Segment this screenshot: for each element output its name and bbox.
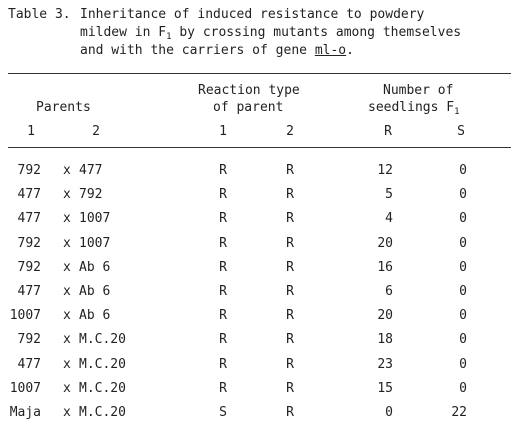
cell-count-R: 15 — [377, 381, 393, 396]
cell-parent-2: 1007 — [79, 236, 111, 251]
cell-reaction-2: R — [286, 381, 294, 396]
cell-cross: x — [63, 332, 71, 347]
header-parents: Parents — [36, 100, 91, 115]
cell-cross: x — [63, 163, 71, 178]
cell-reaction-2: R — [286, 357, 294, 372]
header-reaction-line-2: of parent — [213, 100, 284, 115]
caption-line-2-text-end: by crossing mutants among themselves — [171, 25, 462, 40]
cell-cross: x — [63, 284, 71, 299]
cell-count-R: 23 — [377, 357, 393, 372]
caption-line-3-period: . — [346, 43, 354, 58]
header-count-S: S — [457, 124, 465, 139]
cell-cross: x — [63, 260, 71, 275]
header-number-line-2 — [368, 101, 460, 117]
cell-parent-1: 477 — [17, 284, 41, 299]
cell-count-R: 18 — [377, 332, 393, 347]
cell-reaction-2: R — [286, 187, 294, 202]
header-reaction-1: 1 — [219, 124, 227, 139]
cell-count-R: 4 — [385, 211, 393, 226]
cell-count-S: 22 — [451, 405, 467, 420]
cell-count-S: 0 — [459, 284, 467, 299]
cell-reaction-2: R — [286, 284, 294, 299]
cell-cross: x — [63, 308, 71, 323]
cell-reaction-1: R — [219, 308, 227, 323]
header-number-line-1: Number of — [383, 83, 454, 98]
cell-count-S: 0 — [459, 211, 467, 226]
cell-count-S: 0 — [459, 163, 467, 178]
cell-count-R: 20 — [377, 308, 393, 323]
caption-line-1: Inheritance of induced resistance to powdery — [80, 7, 425, 22]
cell-parent-1: 477 — [17, 211, 41, 226]
cell-parent-2: 1007 — [79, 211, 111, 226]
header-count-R: R — [384, 124, 392, 139]
header-rule — [8, 147, 511, 148]
cell-parent-2: M.C.20 — [79, 332, 126, 347]
caption-line-2-text: mildew in F — [80, 25, 167, 40]
cell-reaction-1: R — [219, 236, 227, 251]
caption-line-3-text: and with the carriers of gene — [80, 43, 315, 58]
cell-cross: x — [63, 357, 71, 372]
cell-parent-1: 792 — [17, 236, 41, 251]
cell-count-S: 0 — [459, 236, 467, 251]
gene-name: ml-o — [314, 43, 347, 58]
cell-reaction-1: R — [219, 284, 227, 299]
cell-reaction-1: R — [219, 381, 227, 396]
caption-line-2 — [80, 26, 461, 42]
cell-count-S: 0 — [459, 332, 467, 347]
cell-parent-1: 792 — [17, 163, 41, 178]
cell-count-S: 0 — [459, 260, 467, 275]
cell-parent-1: 1007 — [9, 381, 41, 396]
cell-reaction-1: R — [219, 187, 227, 202]
table-label: Table 3. — [8, 7, 71, 22]
cell-reaction-1: R — [219, 357, 227, 372]
cell-parent-1: 792 — [17, 332, 41, 347]
cell-reaction-2: R — [286, 211, 294, 226]
cell-reaction-1: R — [219, 332, 227, 347]
cell-count-S: 0 — [459, 357, 467, 372]
header-number-subscript: 1 — [454, 107, 460, 117]
cell-reaction-2: R — [286, 163, 294, 178]
cell-count-R: 16 — [377, 260, 393, 275]
cell-parent-2: M.C.20 — [79, 405, 126, 420]
header-number-text: seedlings F — [368, 100, 455, 115]
cell-cross: x — [63, 236, 71, 251]
caption-line-2-subscript: 1 — [166, 32, 172, 42]
cell-parent-2: M.C.20 — [79, 357, 126, 372]
cell-parent-2: M.C.20 — [79, 381, 126, 396]
cell-count-R: 12 — [377, 163, 393, 178]
header-parent-2: 2 — [92, 124, 100, 139]
cell-cross: x — [63, 187, 71, 202]
cell-parent-2: Ab 6 — [79, 260, 111, 275]
cell-parent-2: 792 — [79, 187, 103, 202]
header-reaction-line-1: Reaction type — [198, 83, 300, 98]
cell-cross: x — [63, 211, 71, 226]
cell-count-R: 20 — [377, 236, 393, 251]
cell-parent-1: 477 — [17, 357, 41, 372]
cell-reaction-2: R — [286, 236, 294, 251]
header-parent-1: 1 — [27, 124, 35, 139]
cell-count-S: 0 — [459, 187, 467, 202]
cell-reaction-1: R — [219, 260, 227, 275]
cell-reaction-2: R — [286, 260, 294, 275]
cell-cross: x — [63, 405, 71, 420]
caption-line-3 — [80, 44, 354, 57]
cell-parent-1: 792 — [17, 260, 41, 275]
cell-count-S: 0 — [459, 381, 467, 396]
cell-parent-1: Maja — [9, 405, 41, 420]
cell-reaction-1: S — [219, 405, 227, 420]
cell-count-R: 0 — [385, 405, 393, 420]
cell-count-R: 5 — [385, 187, 393, 202]
cell-parent-2: 477 — [79, 163, 103, 178]
cell-reaction-1: R — [219, 163, 227, 178]
cell-reaction-2: R — [286, 308, 294, 323]
cell-count-R: 6 — [385, 284, 393, 299]
cell-count-S: 0 — [459, 308, 467, 323]
cell-parent-1: 1007 — [9, 308, 41, 323]
cell-reaction-1: R — [219, 211, 227, 226]
cell-parent-2: Ab 6 — [79, 284, 111, 299]
top-rule — [8, 73, 511, 74]
cell-reaction-2: R — [286, 332, 294, 347]
cell-cross: x — [63, 381, 71, 396]
cell-parent-1: 477 — [17, 187, 41, 202]
cell-parent-2: Ab 6 — [79, 308, 111, 323]
cell-reaction-2: R — [286, 405, 294, 420]
header-reaction-2: 2 — [286, 124, 294, 139]
